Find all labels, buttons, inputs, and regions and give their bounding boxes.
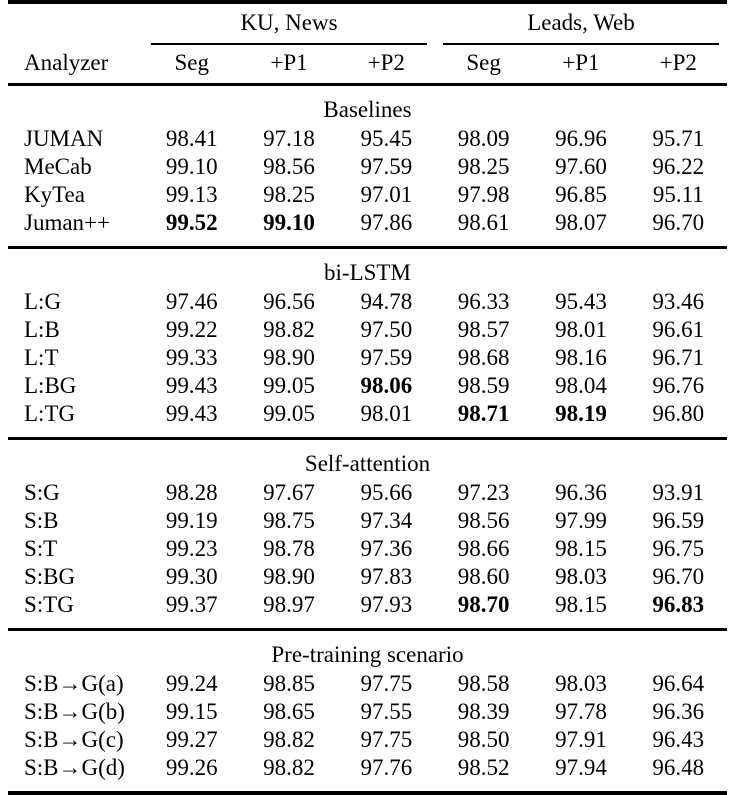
row-label: S:G [24,480,60,505]
result-value: 98.56 [457,508,510,533]
section-caption: Pre-training scenario [271,642,464,667]
result-value: 98.78 [263,536,315,561]
result-value: 97.60 [555,154,607,179]
table-row [8,591,727,619]
table-row [8,698,727,726]
result-value: 95.43 [555,289,607,314]
column-header-metric: +P1 [562,50,600,75]
table-row [8,726,727,754]
table-row [8,563,727,591]
row-label: L:B [24,317,60,342]
result-value: 99.13 [165,182,218,207]
result-value: 99.52 [165,210,218,235]
result-value: 98.50 [457,727,510,752]
table-row [8,344,727,372]
result-value: 98.90 [263,345,315,370]
table-row [8,372,727,400]
result-value: 98.09 [457,126,510,151]
table-row [8,181,727,209]
result-value: 98.82 [263,727,315,752]
section-bottom-spacer [8,237,727,248]
result-value: 96.59 [652,508,705,533]
result-value: 98.15 [555,536,607,561]
result-value: 97.83 [360,564,413,589]
row-label: L:TG [24,401,76,426]
result-value: 97.93 [360,592,413,617]
result-value: 98.01 [360,401,413,426]
result-value: 99.23 [165,536,218,561]
row-label: L:T [24,345,59,370]
result-value: 97.01 [360,182,413,207]
result-value: 97.34 [360,508,413,533]
result-value: 98.19 [555,401,607,426]
result-value: 98.90 [263,564,315,589]
section-caption-row [8,445,727,479]
result-value: 98.60 [457,564,510,589]
result-value: 96.76 [652,373,705,398]
result-value: 96.48 [652,755,705,780]
result-value: 97.23 [457,480,510,505]
result-value: 93.91 [652,480,705,505]
result-value: 99.43 [165,401,218,426]
column-header-analyzer: Analyzer [24,50,109,75]
result-value: 96.22 [652,154,705,179]
column-header-metric: Seg [174,50,209,75]
result-value: 99.24 [165,671,218,696]
section-bottom-spacer [8,619,727,630]
table-row [8,479,727,507]
result-value: 96.96 [555,126,607,151]
column-header-metric: +P2 [367,50,405,75]
results-table-body [8,2,727,795]
result-value: 98.82 [263,317,315,342]
result-value: 99.30 [165,564,218,589]
result-value: 96.56 [263,289,315,314]
row-label: S:T [24,536,58,561]
section-caption-row [8,254,727,288]
result-value: 96.36 [555,480,607,505]
row-label: S:B→G(a) [24,671,124,696]
result-value: 97.76 [360,755,413,780]
result-value: 98.75 [263,508,315,533]
column-header-row [8,46,727,85]
result-value: 99.15 [165,699,218,724]
result-value: 95.11 [652,182,704,207]
result-value: 98.28 [165,480,218,505]
result-value: 98.56 [263,154,315,179]
column-group-rule-row [8,38,727,46]
result-value: 98.03 [555,671,607,696]
row-label: JUMAN [24,126,104,151]
result-value: 96.70 [652,210,705,235]
table-row [8,209,727,237]
result-value: 96.71 [652,345,705,370]
table-row [8,288,727,316]
result-value: 95.71 [652,126,705,151]
column-group-rule [143,38,435,46]
result-value: 97.91 [555,727,607,752]
group-header-spacer [8,4,143,38]
result-value: 97.94 [555,755,607,780]
table-row [8,125,727,153]
result-value: 96.36 [652,699,705,724]
result-value: 99.10 [165,154,218,179]
result-value: 99.27 [165,727,218,752]
row-label: L:G [24,289,62,314]
result-value: 97.78 [555,699,607,724]
result-value: 97.75 [360,671,413,696]
result-value: 98.61 [457,210,510,235]
result-value: 96.83 [652,592,705,617]
column-group-header-row [8,4,727,38]
row-label: L:BG [24,373,77,398]
result-value: 98.41 [165,126,218,151]
result-value: 97.98 [457,182,510,207]
result-value: 99.43 [165,373,218,398]
result-value: 98.25 [263,182,315,207]
result-value: 99.33 [165,345,218,370]
result-value: 99.05 [263,401,315,426]
table-row [8,754,727,782]
group-rule-spacer [8,38,143,46]
result-value: 97.75 [360,727,413,752]
result-value: 96.64 [652,671,705,696]
result-value: 98.59 [457,373,510,398]
result-value: 97.36 [360,536,413,561]
result-value: 97.55 [360,699,413,724]
column-group-rule [435,38,727,46]
result-value: 99.26 [165,755,218,780]
result-value: 99.05 [263,373,315,398]
result-value: 98.82 [263,755,315,780]
result-value: 96.33 [457,289,510,314]
section-bottom-spacer [8,428,727,439]
result-value: 98.85 [263,671,315,696]
result-value: 93.46 [652,289,705,314]
table-row [8,507,727,535]
result-value: 98.39 [457,699,510,724]
row-label: S:B→G(c) [24,727,124,752]
result-value: 98.06 [360,373,413,398]
row-label: MeCab [24,154,92,179]
result-value: 97.50 [360,317,413,342]
result-value: 99.19 [165,508,218,533]
result-value: 98.01 [555,317,607,342]
result-value: 98.16 [555,345,607,370]
result-value: 97.67 [263,480,315,505]
row-label: S:B→G(b) [24,699,125,724]
result-value: 97.86 [360,210,413,235]
row-label: S:TG [24,592,74,617]
section-caption: Baselines [323,97,412,122]
result-value: 96.61 [652,317,705,342]
result-value: 98.65 [263,699,315,724]
row-label: S:B→G(d) [24,755,125,780]
table-row [8,316,727,344]
section-caption-row [8,91,727,125]
result-value: 98.52 [457,755,510,780]
result-value: 96.80 [652,401,705,426]
result-value: 97.18 [263,126,315,151]
result-value: 96.70 [652,564,705,589]
table-row [8,400,727,428]
result-value: 98.71 [457,401,510,426]
result-value: 98.57 [457,317,510,342]
result-value: 98.07 [555,210,607,235]
result-value: 98.15 [555,592,607,617]
section-caption: Self-attention [304,451,431,476]
result-value: 96.75 [652,536,705,561]
result-value: 97.59 [360,154,413,179]
table-row [8,535,727,563]
row-label: S:B [24,508,59,533]
result-value: 97.46 [165,289,218,314]
result-value: 98.66 [457,536,510,561]
result-value: 96.43 [652,727,705,752]
result-value: 95.45 [360,126,413,151]
result-value: 98.68 [457,345,510,370]
result-value: 98.03 [555,564,607,589]
column-group-label: Leads, Web [527,10,635,35]
result-value: 98.97 [263,592,315,617]
row-label: S:BG [24,564,76,589]
result-value: 98.25 [457,154,510,179]
result-value: 94.78 [360,289,413,314]
result-value: 97.59 [360,345,413,370]
result-value: 98.58 [457,671,510,696]
result-value: 99.10 [263,210,315,235]
result-value: 99.22 [165,317,218,342]
result-value: 99.37 [165,592,218,617]
column-header-metric: +P2 [659,50,697,75]
table-row [8,670,727,698]
result-value: 98.04 [555,373,607,398]
result-value: 98.70 [457,592,510,617]
column-header-metric: +P1 [270,50,308,75]
section-caption: bi-LSTM [324,260,411,285]
section-caption-row [8,636,727,670]
section-bottom-spacer [8,782,727,793]
result-value: 96.85 [555,182,607,207]
row-label: Juman++ [24,210,110,235]
column-group-label: KU, News [240,10,338,35]
result-value: 97.99 [555,508,607,533]
results-table [8,0,727,795]
table-row [8,153,727,181]
result-value: 95.66 [360,480,413,505]
row-label: KyTea [24,182,85,207]
column-header-metric: Seg [466,50,501,75]
